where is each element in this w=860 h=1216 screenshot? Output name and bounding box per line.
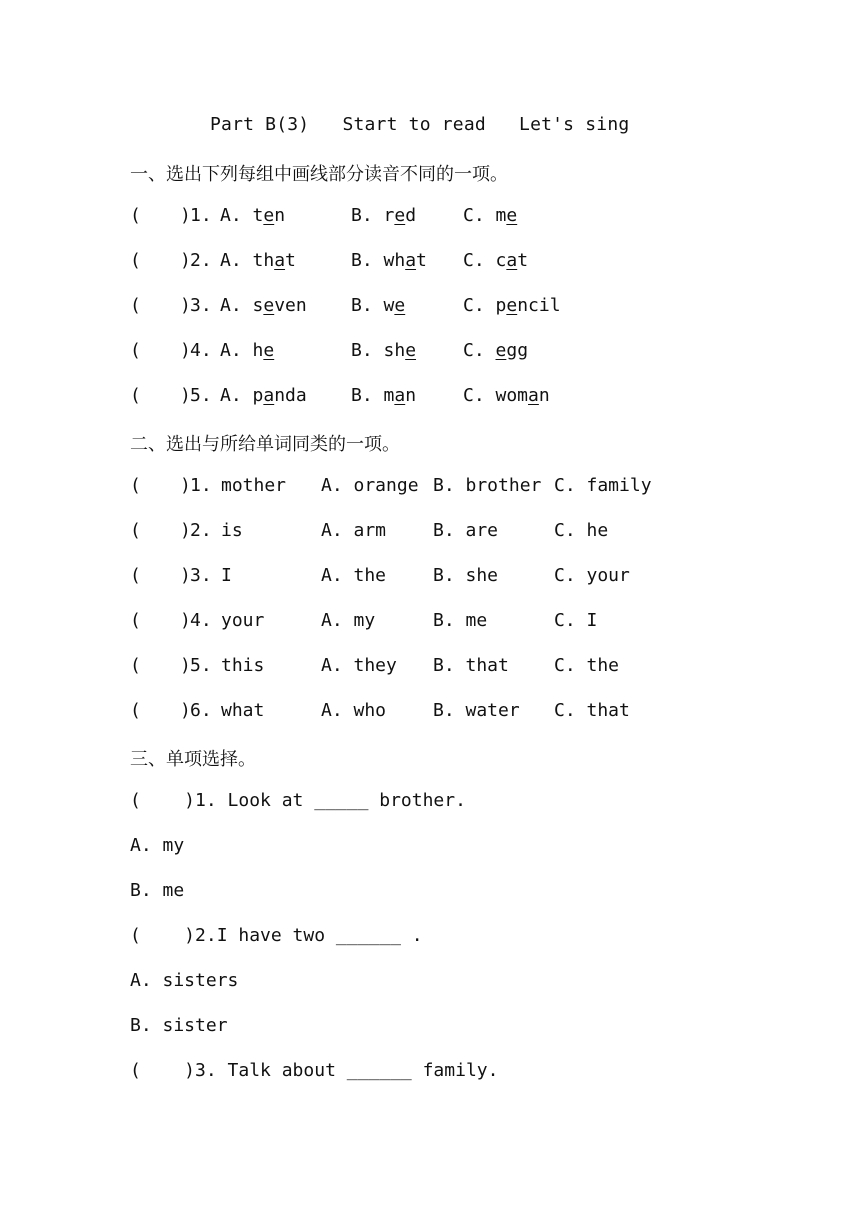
- option-text: C. wom: [463, 385, 529, 406]
- answer-paren-close: ): [180, 385, 191, 406]
- phonics-row: [130, 295, 730, 323]
- underlined-letter: e: [394, 205, 406, 226]
- section1-heading: 一、选出下列每组中画线部分读音不同的一项。: [130, 164, 508, 185]
- option: [351, 295, 405, 316]
- item-number: 1.: [190, 475, 212, 496]
- option-b: B. brother: [433, 475, 542, 496]
- question-line: ( )1. Look at _____ brother.: [130, 790, 466, 811]
- option-text: ncil: [517, 295, 561, 316]
- option-text: B. sh: [351, 340, 406, 361]
- given-word: I: [221, 565, 232, 586]
- underlined-letter: a: [405, 250, 417, 271]
- answer-paren-open: (: [130, 565, 141, 586]
- item-number: 3.: [190, 565, 212, 586]
- underlined-letter: e: [263, 340, 275, 361]
- choice-line: B. me: [130, 880, 185, 901]
- answer-paren-close: ): [180, 340, 191, 361]
- option-text: n: [274, 205, 286, 226]
- given-word: your: [221, 610, 265, 631]
- option-c: C. family: [554, 475, 652, 496]
- answer-paren-open: (: [130, 520, 141, 541]
- underlined-letter: e: [405, 340, 417, 361]
- underlined-letter: e: [506, 205, 518, 226]
- option: [351, 385, 416, 406]
- option: [463, 250, 528, 271]
- section3-heading: 三、单项选择。: [130, 749, 256, 770]
- option-b: B. she: [433, 565, 499, 586]
- underlined-letter: a: [506, 250, 518, 271]
- answer-paren-close: ): [180, 700, 191, 721]
- option: [463, 205, 517, 226]
- category-row: [130, 610, 730, 638]
- item-number: 2.: [190, 520, 212, 541]
- choice-line: A. sisters: [130, 970, 239, 991]
- option-a: A. orange: [321, 475, 419, 496]
- option-text: A. s: [220, 295, 264, 316]
- option-text: C.: [463, 340, 496, 361]
- phonics-row: [130, 250, 730, 278]
- answer-paren-open: (: [130, 700, 141, 721]
- option-a: A. the: [321, 565, 387, 586]
- phonics-row: [130, 340, 730, 368]
- option-text: A. t: [220, 205, 264, 226]
- category-row: [130, 700, 730, 728]
- underlined-letter: a: [263, 385, 275, 406]
- option: [463, 340, 528, 361]
- option: [220, 295, 307, 316]
- option-text: B. r: [351, 205, 395, 226]
- answer-paren-open: (: [130, 655, 141, 676]
- option-text: n: [538, 385, 550, 406]
- question-line: ( )2.I have two ______ .: [130, 925, 423, 946]
- phonics-row: [130, 205, 730, 233]
- underlined-letter: e: [394, 295, 406, 316]
- option-b: B. are: [433, 520, 499, 541]
- option-c: C. that: [554, 700, 630, 721]
- given-word: this: [221, 655, 265, 676]
- option: [463, 385, 550, 406]
- worksheet-title: Part B(3) Start to read Let's sing: [210, 114, 630, 135]
- answer-paren-open: (: [130, 340, 141, 361]
- answer-paren-open: (: [130, 385, 141, 406]
- option: [463, 295, 561, 316]
- option-text: n: [405, 385, 417, 406]
- option: [351, 205, 416, 226]
- answer-paren-open: (: [130, 475, 141, 496]
- item-number: 3.: [190, 295, 212, 316]
- answer-paren-open: (: [130, 250, 141, 271]
- item-number: 4.: [190, 340, 212, 361]
- option-text: gg: [506, 340, 529, 361]
- option-b: B. that: [433, 655, 509, 676]
- option-a: A. my: [321, 610, 376, 631]
- option-text: t: [285, 250, 296, 271]
- underlined-letter: e: [495, 340, 507, 361]
- item-number: 6.: [190, 700, 212, 721]
- phonics-row: [130, 385, 730, 413]
- answer-paren-close: ): [180, 610, 191, 631]
- option: [220, 205, 285, 226]
- category-row: [130, 655, 730, 683]
- choice-line: B. sister: [130, 1015, 228, 1036]
- answer-paren-open: (: [130, 295, 141, 316]
- option-text: nda: [274, 385, 307, 406]
- option-text: t: [517, 250, 529, 271]
- option-c: C. your: [554, 565, 630, 586]
- category-row: [130, 565, 730, 593]
- answer-paren-close: ): [180, 250, 191, 271]
- section2-heading: 二、选出与所给单词同类的一项。: [130, 434, 400, 455]
- option-text: C. m: [463, 205, 507, 226]
- option-text: t: [416, 250, 427, 271]
- given-word: mother: [221, 475, 287, 496]
- underlined-letter: e: [506, 295, 518, 316]
- underlined-letter: a: [528, 385, 539, 406]
- choice-line: A. my: [130, 835, 185, 856]
- item-number: 1.: [190, 205, 212, 226]
- answer-paren-close: ): [180, 205, 191, 226]
- option: [220, 250, 296, 271]
- option-c: C. I: [554, 610, 598, 631]
- underlined-letter: e: [263, 295, 275, 316]
- item-number: 2.: [190, 250, 212, 271]
- answer-paren-close: ): [180, 475, 191, 496]
- option-text: A. p: [220, 385, 264, 406]
- answer-paren-open: (: [130, 205, 141, 226]
- given-word: is: [221, 520, 243, 541]
- option-a: A. who: [321, 700, 387, 721]
- option-b: B. me: [433, 610, 488, 631]
- given-word: what: [221, 700, 265, 721]
- item-number: 5.: [190, 655, 212, 676]
- option-text: B. w: [351, 295, 395, 316]
- option-c: C. he: [554, 520, 609, 541]
- option-text: C. c: [463, 250, 507, 271]
- question-line: ( )3. Talk about ______ family.: [130, 1060, 499, 1081]
- option-text: d: [405, 205, 417, 226]
- option: [220, 340, 274, 361]
- option: [351, 340, 416, 361]
- option-text: ven: [274, 295, 307, 316]
- category-row: [130, 520, 730, 548]
- option-text: B. wh: [351, 250, 406, 271]
- answer-paren-close: ): [180, 520, 191, 541]
- option-text: C. p: [463, 295, 507, 316]
- option: [351, 250, 427, 271]
- item-number: 5.: [190, 385, 212, 406]
- option-c: C. the: [554, 655, 620, 676]
- underlined-letter: a: [394, 385, 406, 406]
- underlined-letter: e: [263, 205, 275, 226]
- item-number: 4.: [190, 610, 212, 631]
- answer-paren-close: ): [180, 655, 191, 676]
- option: [220, 385, 307, 406]
- answer-paren-open: (: [130, 610, 141, 631]
- underlined-letter: a: [274, 250, 286, 271]
- option-b: B. water: [433, 700, 520, 721]
- option-a: A. arm: [321, 520, 387, 541]
- option-text: B. m: [351, 385, 395, 406]
- answer-paren-close: ): [180, 295, 191, 316]
- option-a: A. they: [321, 655, 397, 676]
- category-row: [130, 475, 730, 503]
- option-text: A. h: [220, 340, 264, 361]
- option-text: A. th: [220, 250, 275, 271]
- answer-paren-close: ): [180, 565, 191, 586]
